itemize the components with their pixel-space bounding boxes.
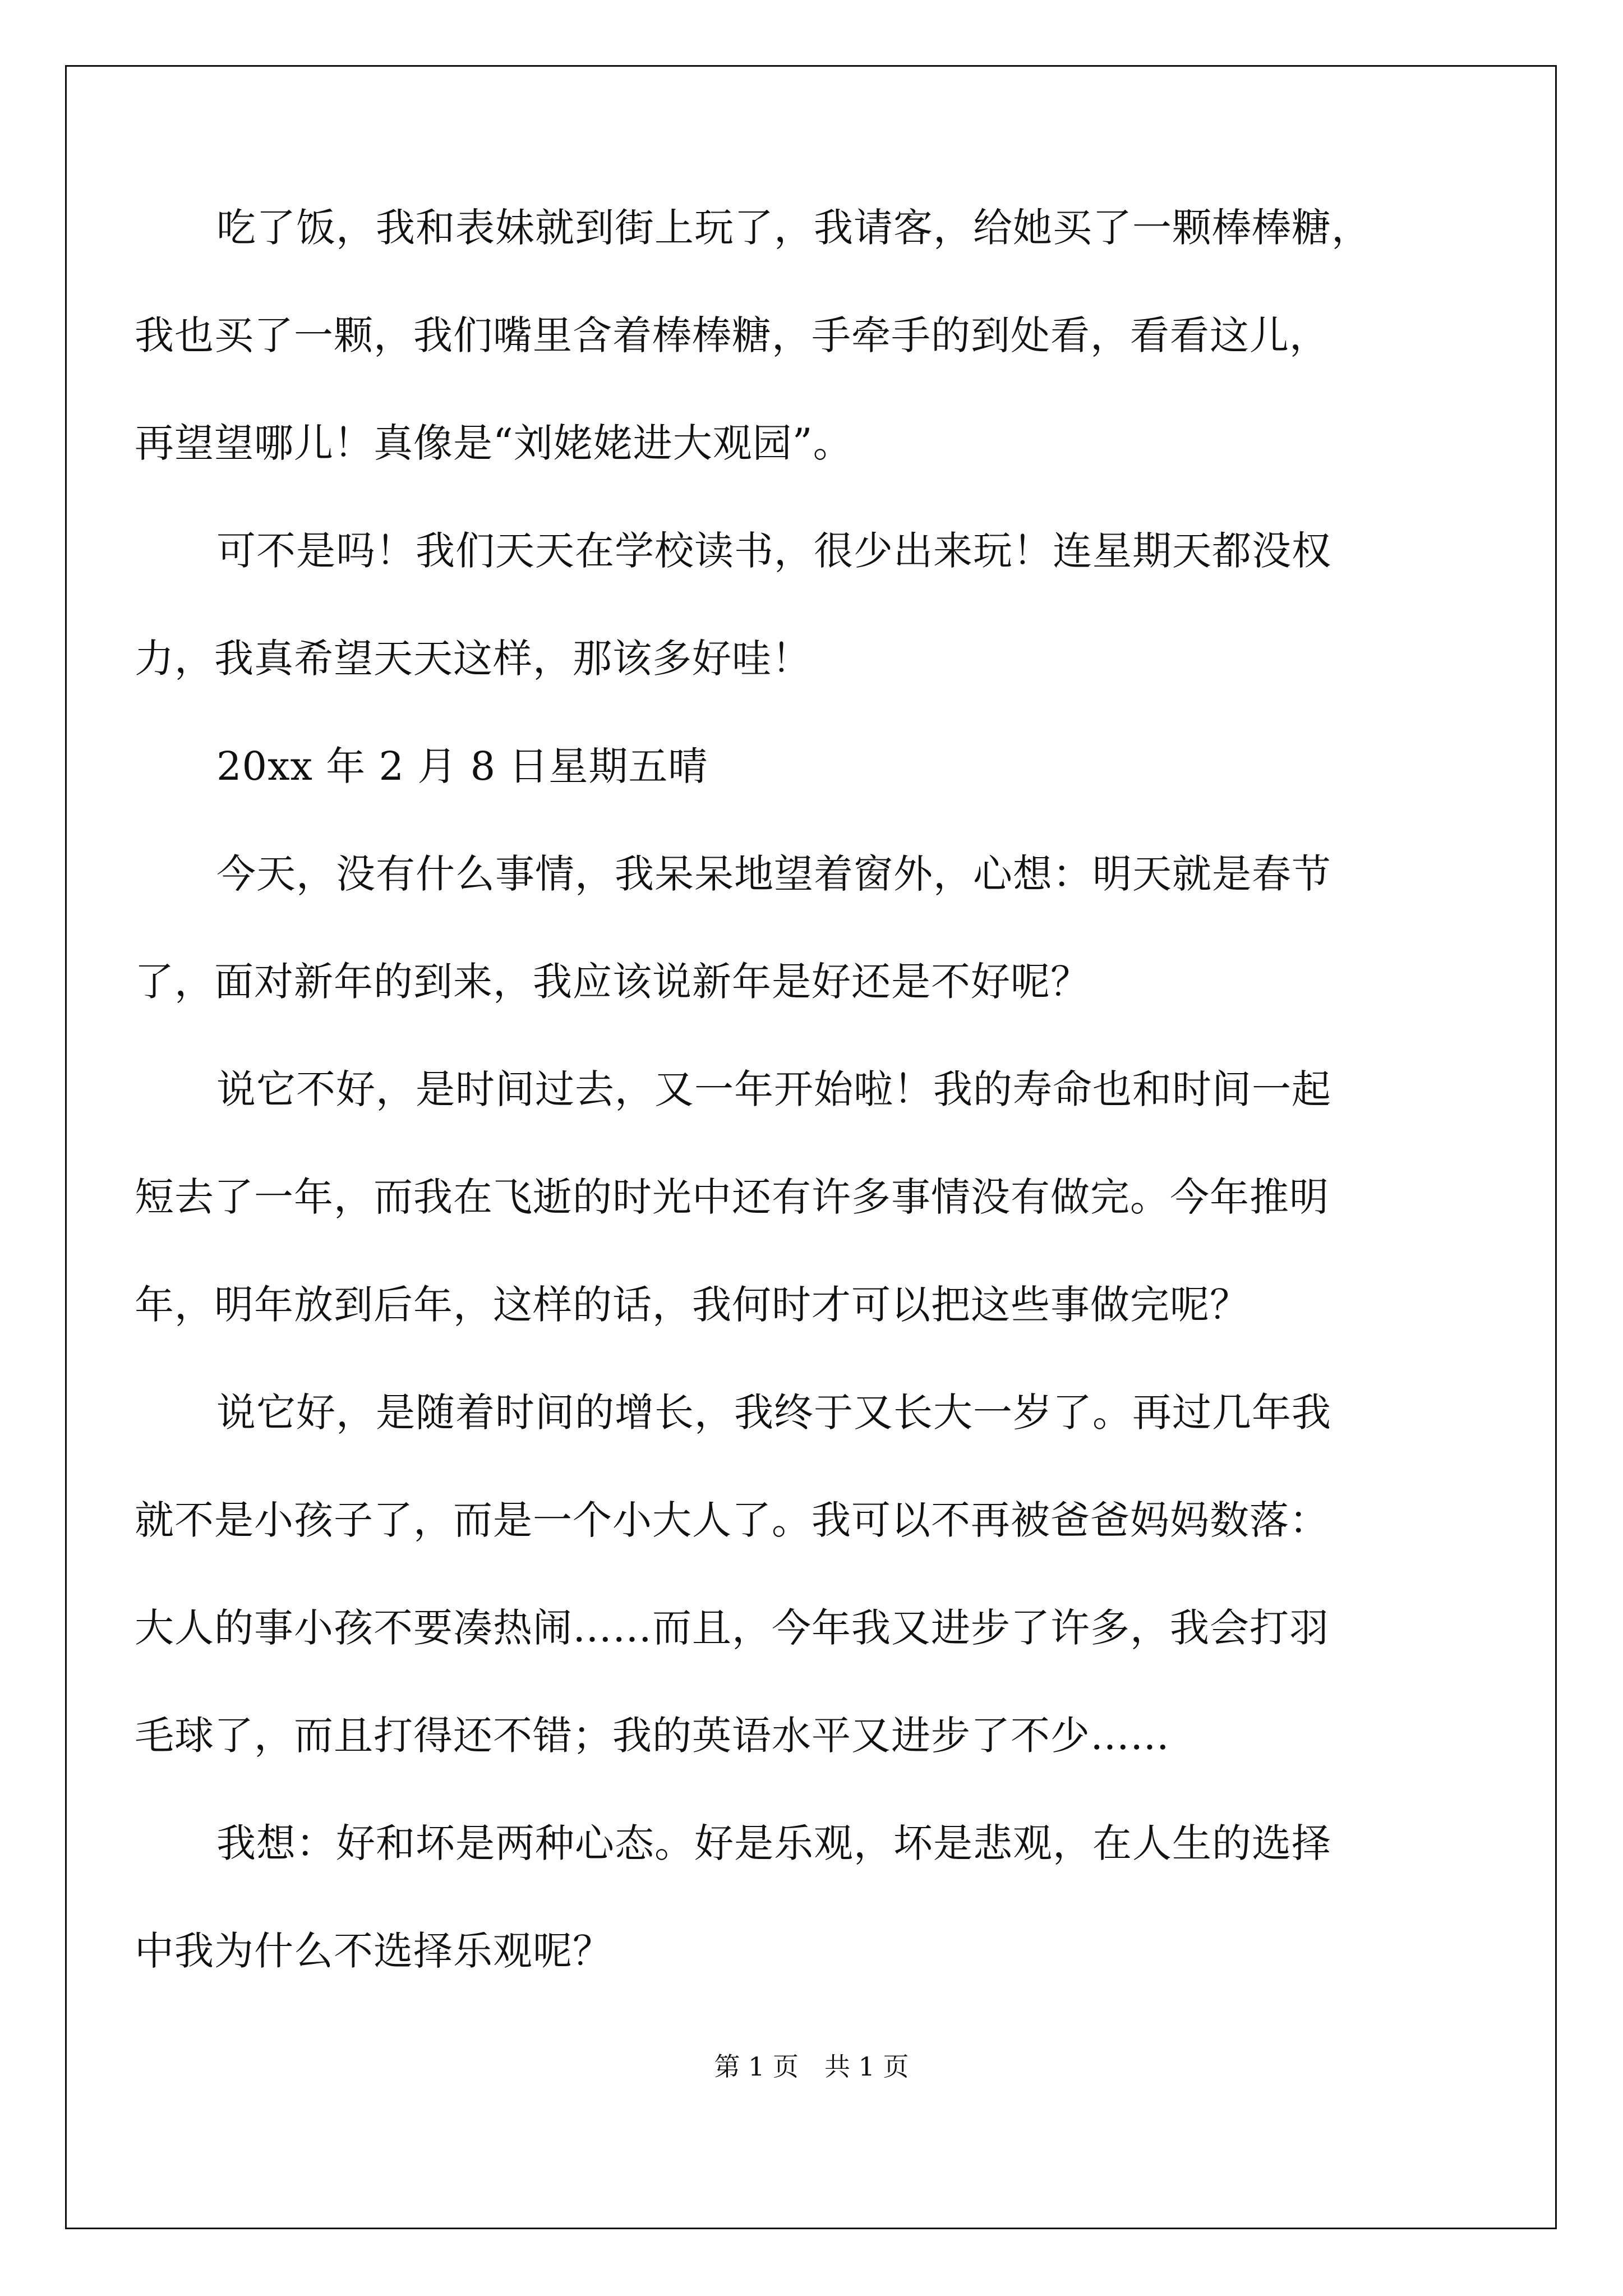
text-line: 就不是小孩子了，而是一个小大人了。我可以不再被爸爸妈妈数落： [135, 1497, 1329, 1543]
text-line: 年，明年放到后年，这样的话，我何时才可以把这些事做完呢？ [135, 1282, 1249, 1328]
text-line: 我想：好和坏是两种心态。好是乐观，坏是悲观，在人生的选择 [216, 1820, 1331, 1866]
text-line: 我也买了一颗，我们嘴里含着棒棒糖，手牵手的到处看，看看这儿， [135, 312, 1329, 358]
text-line: 力，我真希望天天这样，那该多好哇！ [135, 636, 811, 682]
page-frame [65, 65, 1557, 2229]
text-line: 说它好，是随着时间的增长，我终于又长大一岁了。再过几年我 [216, 1389, 1331, 1435]
page-number-footer: 第 1 页 共 1 页 [714, 2051, 909, 2082]
text-line: 毛球了，而且打得还不错；我的英语水平又进步了不少…… [135, 1713, 1170, 1759]
text-line: 中我为什么不选择乐观呢？ [135, 1928, 612, 1974]
text-line: 了，面对新年的到来，我应该说新年是好还是不好呢？ [135, 959, 1090, 1005]
text-line: 吃了饭，我和表妹就到街上玩了，我请客，给她买了一颗棒棒糖， [216, 205, 1371, 251]
text-line: 可不是吗！我们天天在学校读书，很少出来玩！连星期天都没权 [216, 528, 1331, 574]
text-line: 大人的事小孩不要凑热闹……而且，今年我又进步了许多，我会打羽 [135, 1605, 1329, 1651]
text-line: 短去了一年，而我在飞逝的时光中还有许多事情没有做完。今年推明 [135, 1174, 1329, 1220]
text-line: 说它不好，是时间过去，又一年开始啦！我的寿命也和时间一起 [216, 1066, 1331, 1112]
text-line: 再望望哪儿！真像是“刘姥姥进大观园”。 [135, 420, 853, 466]
text-line: 今天，没有什么事情，我呆呆地望着窗外，心想：明天就是春节 [216, 851, 1331, 897]
text-line: 20xx 年 2 月 8 日星期五晴 [216, 743, 708, 789]
